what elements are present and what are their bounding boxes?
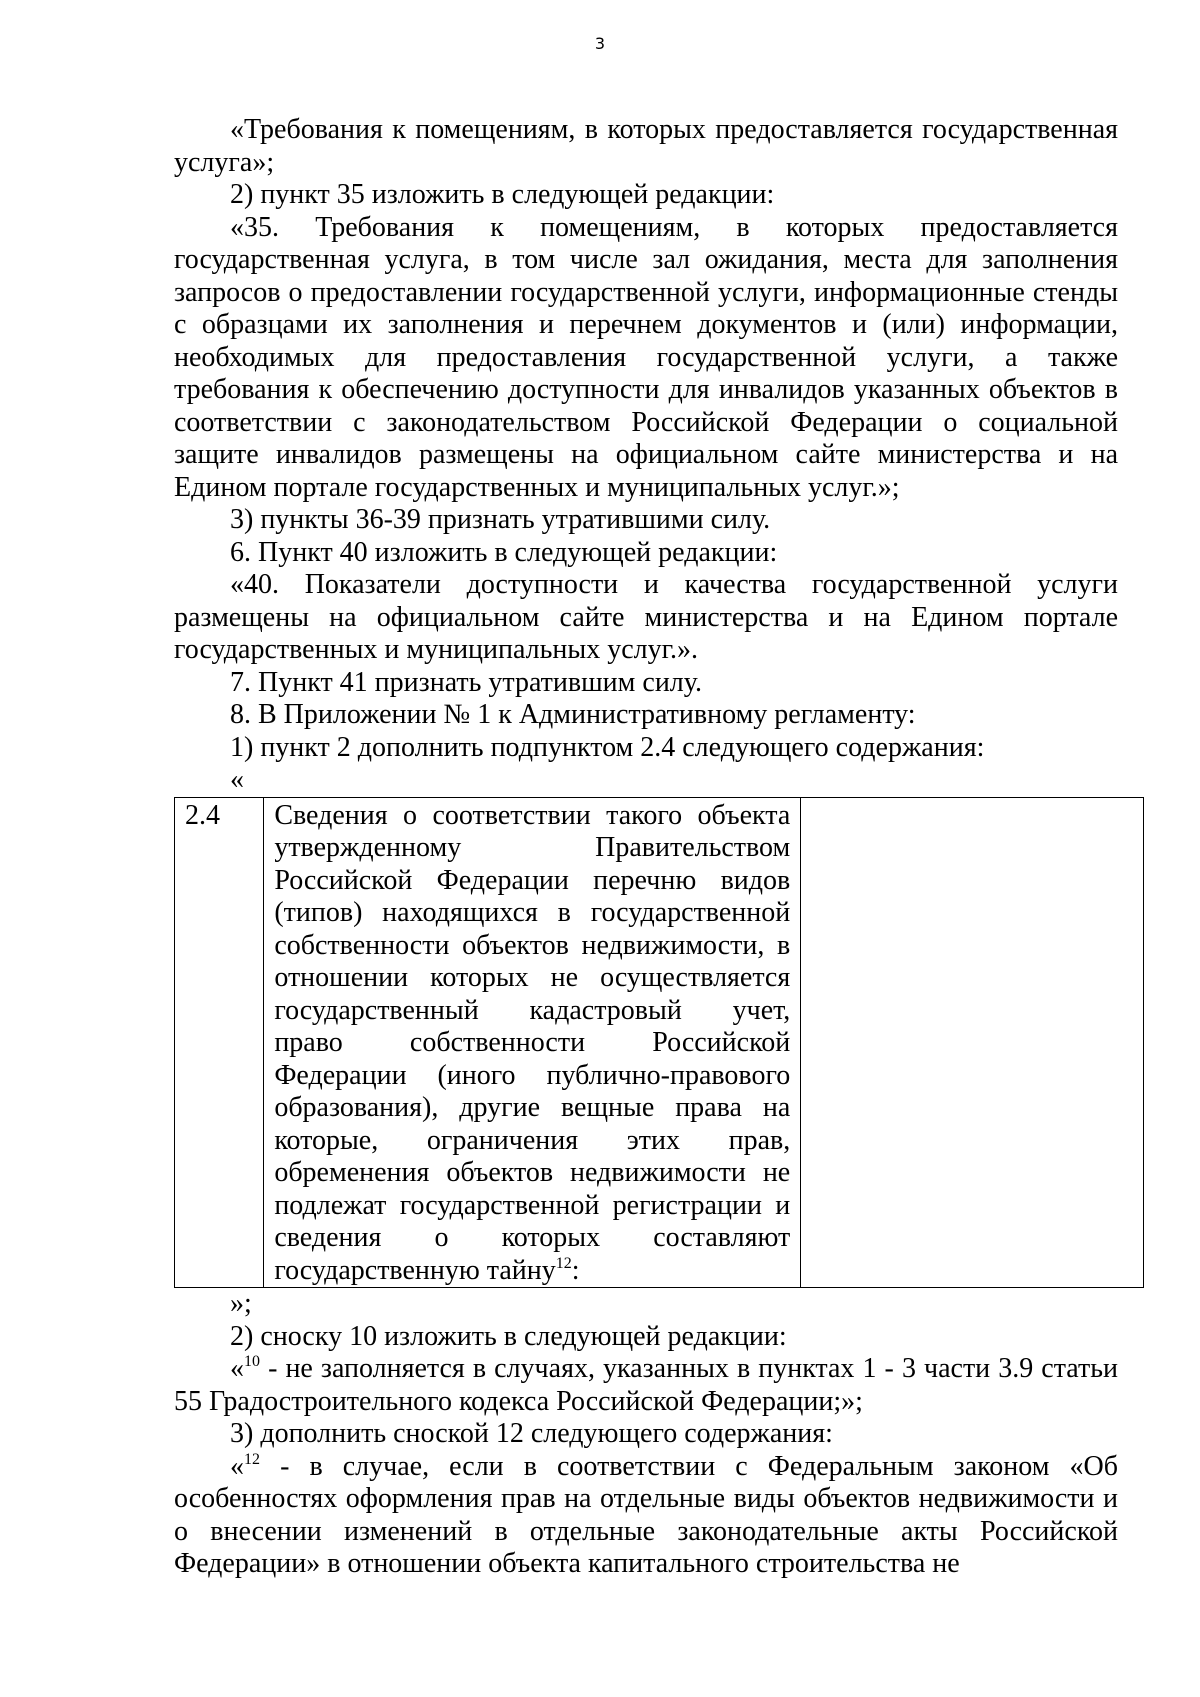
paragraph-text: - не заполняется в случаях, указанных в пунктах 1 - 3 части 3.9 статьи 55 Градостроительного кодекса Российской Федерации;»; — [174, 1353, 1118, 1417]
description-line: которые, ограничения этих прав, — [274, 1124, 791, 1156]
table-cell-description — [264, 797, 801, 1288]
description-line: собственности объектов недвижимости, в — [274, 929, 791, 961]
description-line: образования), другие вещные права на — [274, 1092, 791, 1123]
paragraph-footnote-12 — [174, 1451, 1118, 1581]
description-line: отношении которых не осуществляется — [274, 962, 791, 993]
footnote-mark: 10 — [244, 1353, 260, 1370]
paragraph: 1) пункт 2 дополнить подпунктом 2.4 следующего содержания: — [230, 731, 985, 763]
paragraph-text: - в случае, если в соответствии с Федеральным законом «Об особенностях оформления прав на отдельные виды объектов недвижимости и о внесении изменений в отдельные законодательные акты Российской Федерации» в отношении объекта капитального строительства не — [174, 1450, 1118, 1579]
paragraph: «40. Показатели доступности и качества государственной услуги размещены на официальном сайте министерства и на Едином портале государственных и муниципальных услуг.». — [174, 569, 1118, 665]
paragraph: «35. Требования к помещениям, в которых предоставляется государственная услуга, в том числе зал ожидания, места для заполнения запросов о предоставлении государственной услуги, информационные стенды с образцами их заполнения и перечнем документов и (или) информации, необходимых для предоставления государственной услуги, а также требования к обеспечению доступности для инвалидов указанных объектов в соответствии с законодательством Российской Федерации о социальной защите инвалидов размещены на официальном сайте министерства и на Едином портале государственных и муниципальных услуг.»; — [174, 211, 1118, 503]
quote-open: « — [230, 764, 244, 795]
table-cell-number: 2.4 — [175, 797, 264, 1288]
paragraph: 6. Пункт 40 изложить в следующей редакции: — [230, 536, 778, 568]
inserted-table — [174, 797, 1144, 1289]
description-end: : — [571, 1254, 580, 1286]
table-row — [175, 797, 1144, 1288]
quote-mark: « — [230, 1450, 244, 1482]
paragraph: 3) пункты 36-39 признать утратившими силу. — [230, 504, 771, 535]
description-line: Федерации (иного публично-правового — [274, 1059, 791, 1091]
paragraph: «Требования к помещениям, в которых предоставляется государственная услуга»; — [174, 114, 1118, 178]
paragraph: 7. Пункт 41 признать утратившим силу. — [230, 666, 702, 698]
description-line: Российской Федерации перечню видов — [274, 864, 791, 896]
quote-mark: « — [230, 1353, 244, 1384]
description-line-last — [274, 1255, 790, 1288]
description-line: утвержденному Правительством — [274, 832, 791, 863]
description-line: государственный кадастровый учет, — [274, 994, 791, 1026]
paragraph: 2) пункт 35 изложить в следующей редакции: — [230, 179, 775, 210]
description-line: право собственности Российской — [274, 1027, 791, 1058]
footnote-mark: 12 — [244, 1450, 260, 1468]
description-text: государственную тайну — [274, 1254, 556, 1286]
paragraph: 2) сноску 10 изложить в следующей редакции: — [230, 1320, 787, 1352]
paragraph-footnote-10 — [174, 1353, 1118, 1418]
quote-close: »; — [230, 1288, 252, 1319]
description-line: сведения о которых составляют — [274, 1222, 791, 1253]
paragraph: 3) дополнить сноской 12 следующего содержания: — [230, 1418, 833, 1449]
description-line: (типов) находящихся в государственной — [274, 897, 791, 928]
description-line: Сведения о соответствии такого объекта — [274, 799, 791, 831]
footnote-mark: 12 — [555, 1254, 572, 1272]
description-line: подлежат государственной регистрации и — [274, 1189, 791, 1221]
page-number: 3 — [594, 34, 606, 53]
document-body — [174, 114, 1118, 1581]
description-line: обременения объектов недвижимости не — [274, 1157, 791, 1188]
paragraph: 8. В Приложении № 1 к Административному регламенту: — [230, 699, 916, 730]
table-cell-value — [801, 797, 1144, 1288]
